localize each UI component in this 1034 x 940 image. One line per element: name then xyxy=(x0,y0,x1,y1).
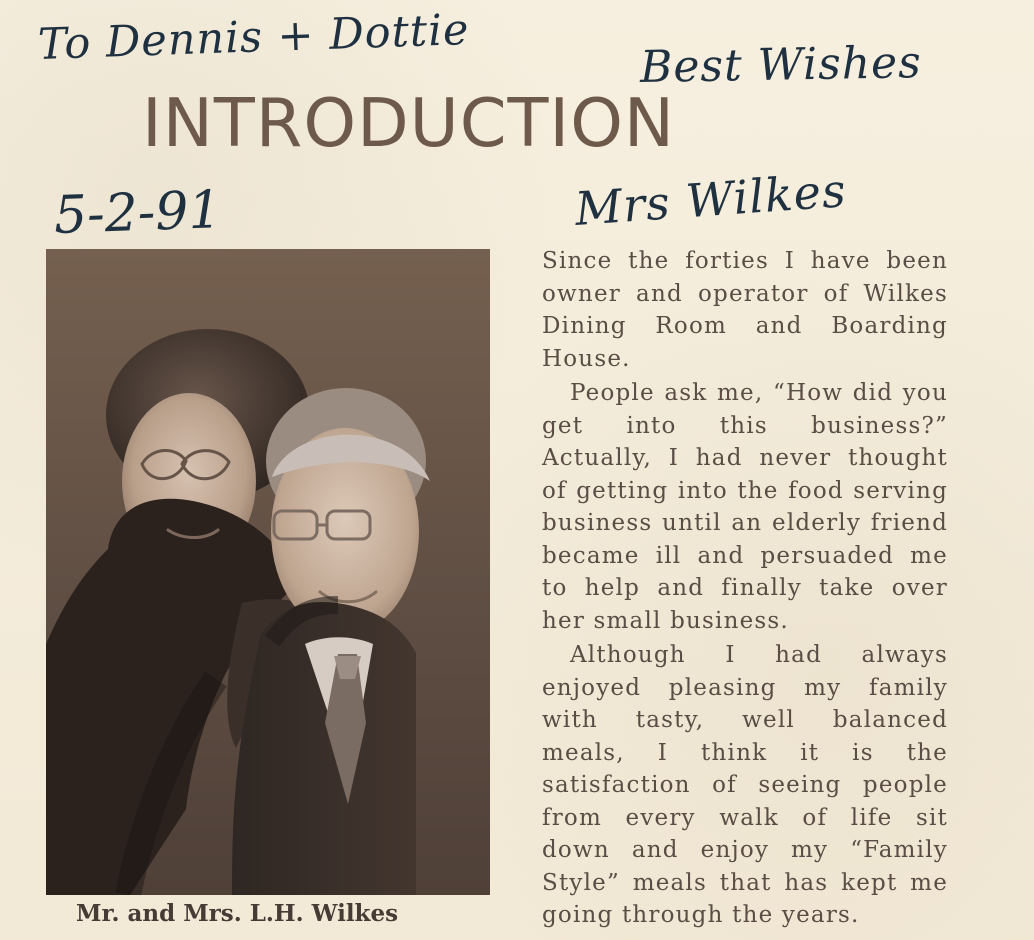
handwritten-best-wishes: Best Wishes xyxy=(639,37,923,93)
page-title: INTRODUCTION xyxy=(142,84,676,162)
article-paragraph-2: People ask me, “How did you get into this business?” Actually, I had never thought of getting into the food serving business until an elderly friend became ill and persuaded me to help and finally take over her small business. xyxy=(542,380,948,634)
handwritten-date: 5-2-91 xyxy=(52,180,223,246)
handwritten-signature: Mrs Wilkes xyxy=(573,163,849,236)
portrait-photo-image xyxy=(46,249,490,895)
portrait-photo xyxy=(46,249,490,895)
article-body xyxy=(542,245,948,934)
handwritten-dedication: To Dennis + Dottie xyxy=(37,4,471,70)
photo-caption: Mr. and Mrs. L.H. Wilkes xyxy=(76,900,399,927)
article-paragraph-3: Although I had always enjoyed pleasing my family with tasty, well balanced meals, I think it is the satisfaction of seeing people from every walk of life sit down and enjoy my “Family Style” meals that has kept me going through the years. xyxy=(542,642,948,928)
article-paragraph-1: Since the forties I have been owner and operator of Wilkes Dining Room and Boarding House. xyxy=(542,248,948,372)
